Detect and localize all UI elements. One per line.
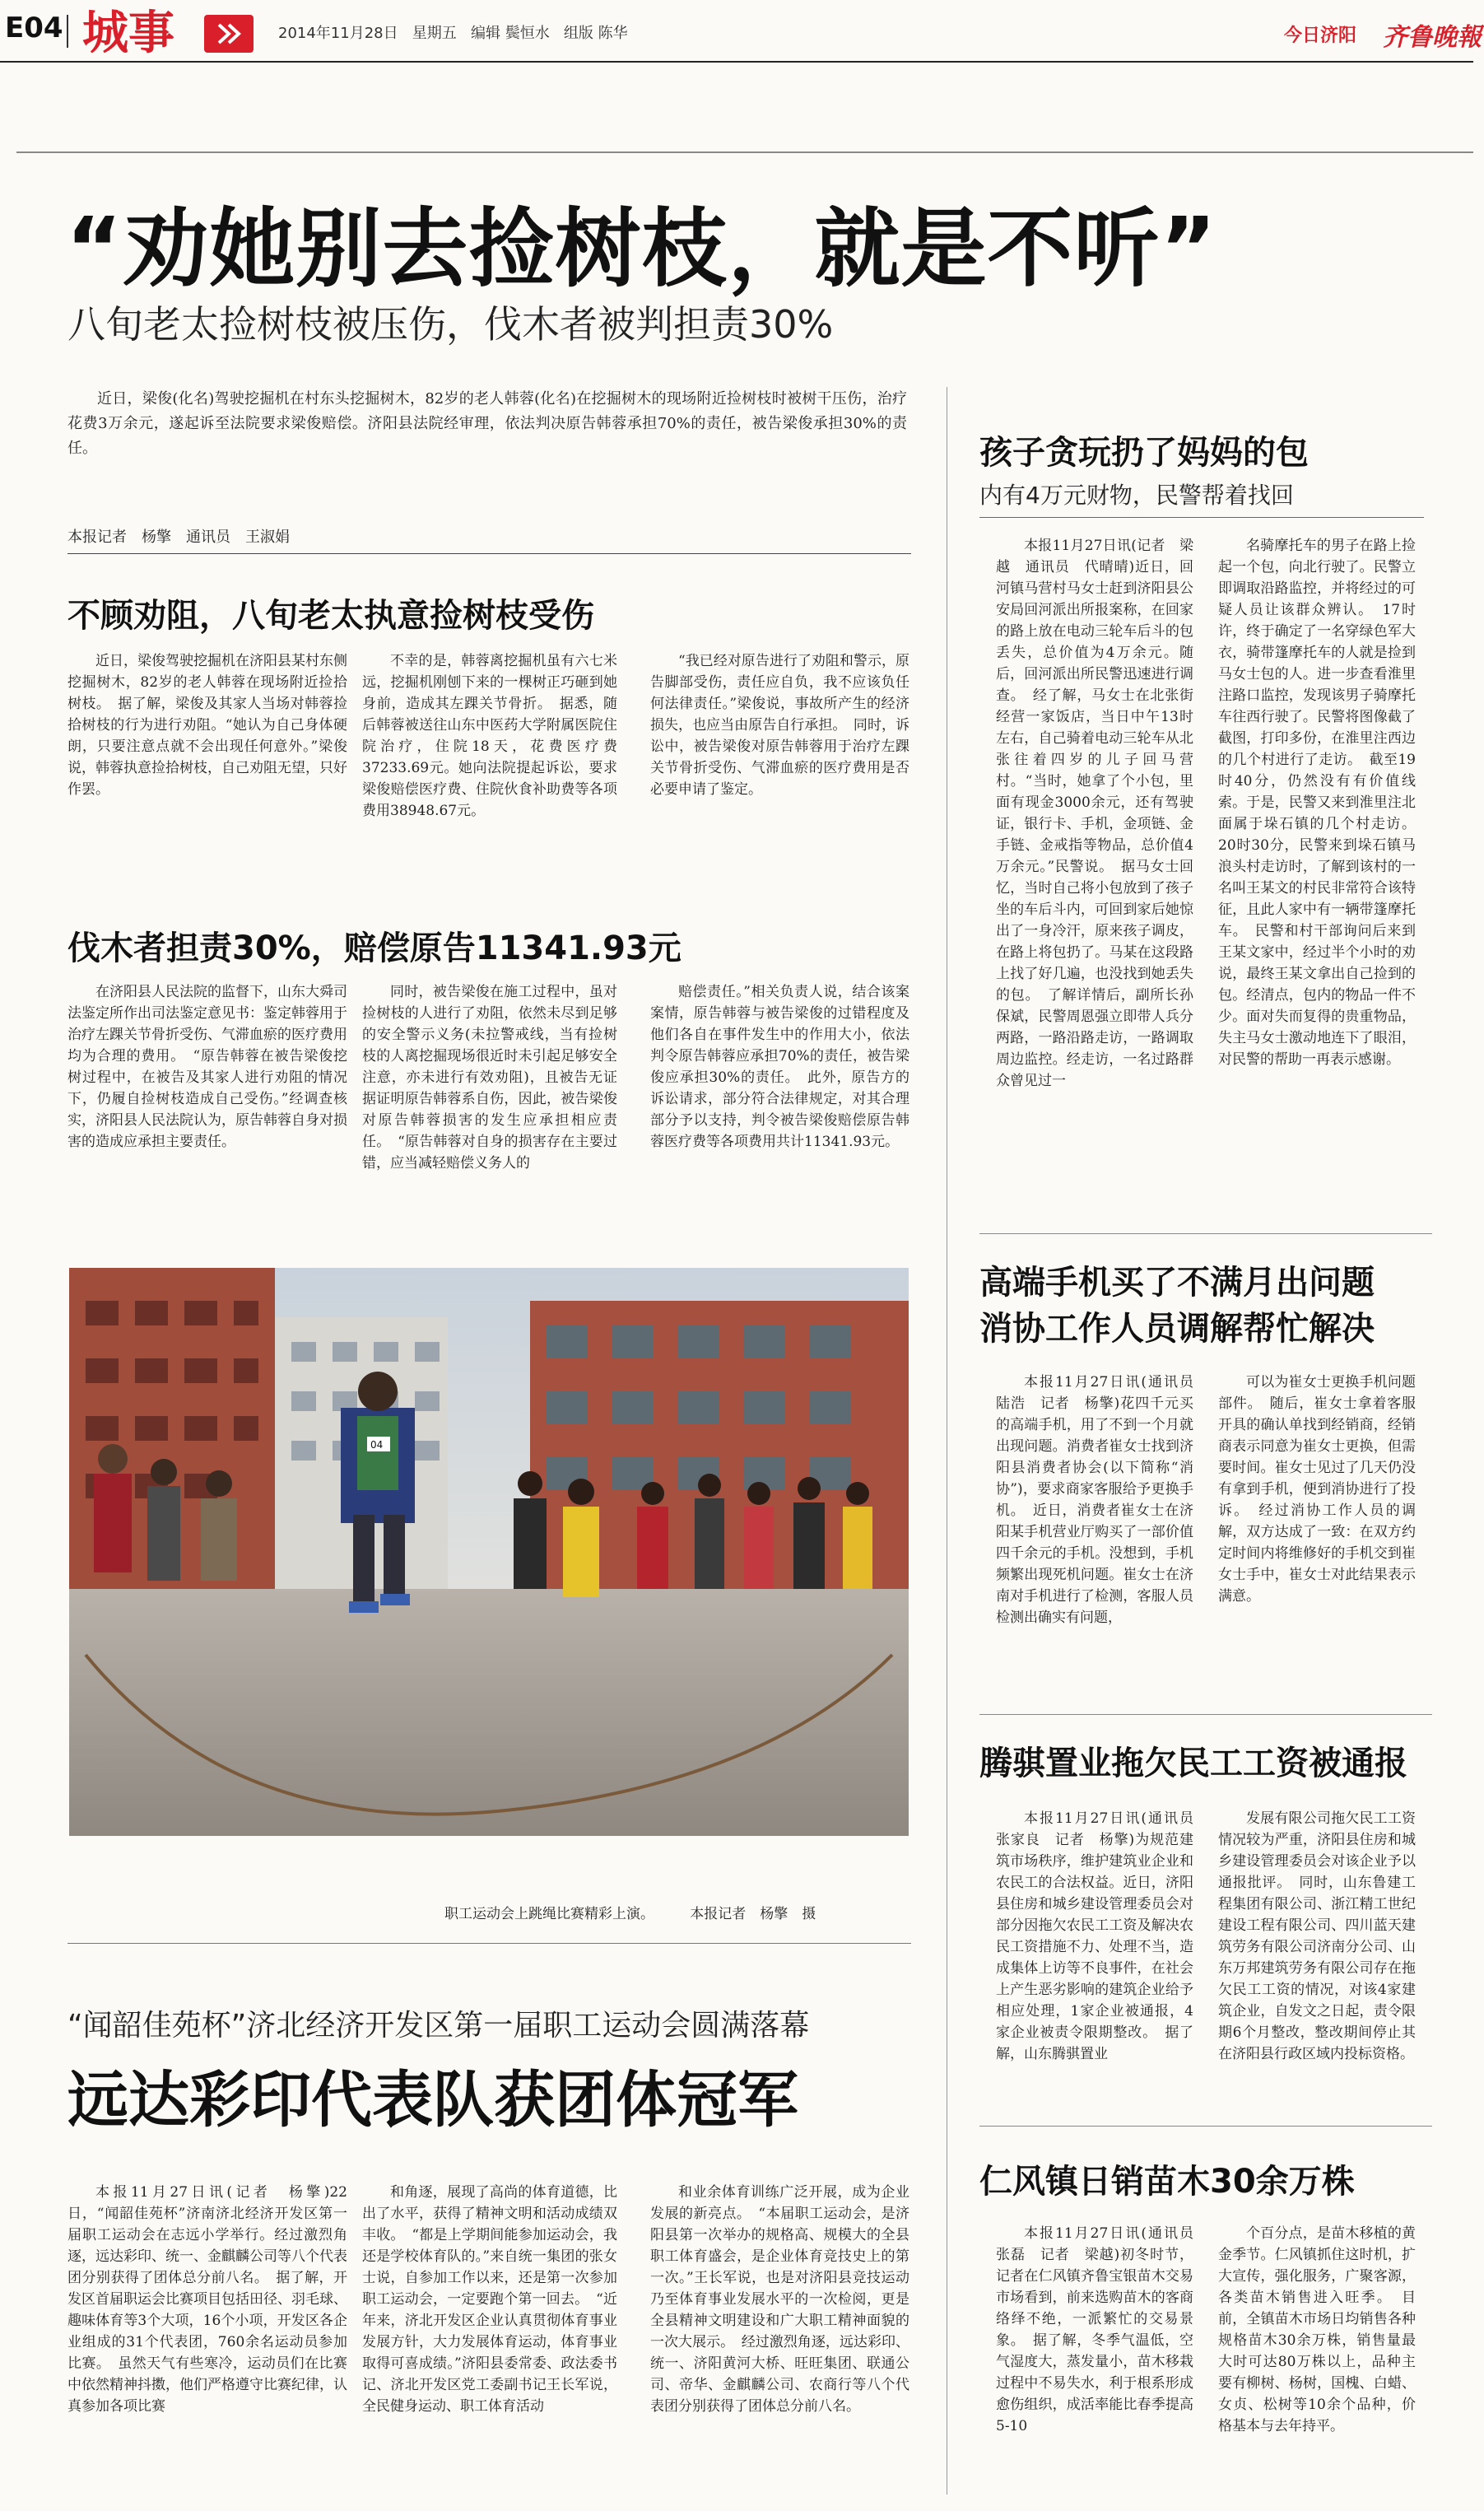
section2-col2-text: 同时，被告梁俊在施工过程中，虽对捡树枝的人进行了劝阻，依然未尽到足够的安全警示义务(未拉警戒线，当有捡树枝的人离挖掘现场很近时未引起足够安全注意，亦未进行有效劝阻)，且被告无证据证明原告韩蓉系自伤，因此，被告梁俊对原告韩蓉损害的发生应承担相应责任。 “原告韩蓉对自身的损害存在主要过错，应当减轻赔偿义务人的 xyxy=(362,984,617,1172)
section-label: 城事 xyxy=(82,7,174,60)
right-story1-col2 xyxy=(1218,535,1416,1070)
right-story2-col1-text: 本报11月27日讯(通讯员 陆浩 记者 杨擎)花四千元买的高端手机，用了不到一个月就出现问题。消费者崔女士找到济阳县消费者协会(以下简称“消协”)，要求商家客服给予更换手机。 近日，消费者崔女士在济阳某手机营业厅购买了一部价值四千余元的手机。没想到，手机频繁出现死机问题。崔女士在济南对手机进行了检测，客服人员检测出确实有问题， xyxy=(996,1374,1207,1626)
right-story4-col2-text: 个百分点，是苗木移植的黄金季节。仁风镇抓住这时机，扩大宣传，强化服务，广聚客源，各类苗木销售进入旺季。 目前，全镇苗木市场日均销售各种规格苗木30余万株，销售量最大时可达80万株以上，品种主要有柳树、杨树，国槐、白蜡、女贞、松树等10余个品种，价格基本与去年持平。 xyxy=(1218,2225,1416,2434)
right-story2-col2-text: 可以为崔女士更换手机问题部件。 随后，崔女士拿着客服开具的确认单找到经销商，经销商表示同意为崔女士更换，但需要时间。崔女士见过了几天仍没有拿到手机，便到消协进行了投诉。 经过消协工作人员的调解，双方达成了一致：在双方约定时间内将维修好的手机交到崔女士手中，崔女士对此结果表示满意。 xyxy=(1218,1374,1416,1605)
header-rule-2 xyxy=(16,151,1473,153)
right-story1-sub: 内有4万元财物，民警帮着找回 xyxy=(979,482,1294,509)
right-story4-col1 xyxy=(996,2223,1207,2437)
sports-col3-text: 和业余体育训练广泛开展，成为企业发展的新亮点。 “本届职工运动会，是济阳县第一次举办的规格高、规模大的全县职工体育盛会，是企业体育竞技史上的第一次。”王长军说，也是对济阳县竞技运动乃至体育事业发展水平的一次检阅，更是全县精神文明建设和广大职工精神面貌的一次大展示。 经过激烈角逐，远达彩印、统一、济阳黄河大桥、旺旺集团、联通公司、帝华、金麒麟公司、农商行等八个代表团分别获得了团体总分前八名。 xyxy=(650,2184,909,2415)
right-story2-title1: 高端手机买了不满月出问题 xyxy=(979,1264,1375,1302)
header-date: 2014年11月28日 xyxy=(278,25,398,42)
byline-rule xyxy=(67,553,911,554)
right-story1-title: 孩子贪玩扔了妈妈的包 xyxy=(979,434,1309,472)
right-story2-col2 xyxy=(1218,1372,1416,1607)
right-story1-col1 xyxy=(996,535,1193,1092)
header-today-tag: 今日济阳 xyxy=(1284,26,1357,46)
section2-col2 xyxy=(362,981,617,1174)
story2-end-rule xyxy=(979,1714,1432,1715)
bib-number: 04 xyxy=(370,1439,384,1451)
header-meta xyxy=(278,21,628,43)
sports-col1-text: 本报11月27日讯(记者 杨擎)22日，“闻韶佳苑杯”济南济北经济开发区第一届职工运动会在志远小学举行。经过激烈角逐，远达彩印、统一、金麒麟公司等八个代表团分别获得了团体总分前八名。 据了解，开发区首届职运会比赛项目包括田径、羽毛球、趣味体育等3个大项，16个小项，开发区各企业组成的31个代表团，760余名运动员参加比赛。 虽然天气有些寒冷，运动员们在比赛中依然精神抖擞，他们严格遵守比赛纪律，认真参加各项比赛 xyxy=(67,2184,347,2415)
photo-caption xyxy=(444,1902,816,1922)
section2-col3 xyxy=(650,981,909,1153)
sports-headline: 远达彩印代表队获团体冠军 xyxy=(67,2065,798,2136)
right-story3-col1 xyxy=(996,1808,1207,2065)
section2-title: 伐木者担责30%，赔偿原告11341.93元 xyxy=(67,929,682,967)
header-rule xyxy=(0,61,1473,63)
photo-credit: 本报记者 杨擎 摄 xyxy=(690,1906,816,1922)
story1-end-rule xyxy=(979,1233,1432,1234)
section2-col1-text: 在济阳县人民法院的监督下，山东大舜司法鉴定所作出司法鉴定意见书：鉴定韩蓉用于治疗左踝关节骨折受伤、气滞血瘀的医疗费用均为合理的费用。 “原告韩蓉在被告梁俊挖树过程中，在被告及其家人进行劝阻的情况下，仍履自捡树枝造成自己受伤。”经调查核实，济阳县人民法院认为，原告韩蓉自身对损害的造成应承担主要责任。 xyxy=(67,984,347,1150)
right-story2-title2: 消协工作人员调解帮忙解决 xyxy=(979,1310,1375,1348)
sports-col1 xyxy=(67,2182,347,2417)
photo-illustration xyxy=(69,1268,909,1836)
news-photo xyxy=(69,1268,909,1836)
header-editor: 编辑 鬓恒水 xyxy=(470,25,550,42)
header-weekday: 星期五 xyxy=(412,25,457,42)
story3-end-rule xyxy=(979,2126,1432,2127)
right-story1-col1-text: 本报11月27日讯(记者 梁越 通讯员 代晴晴)近日，回河镇马营村马女士赶到济阳县公安局回河派出所报案称，在回家的路上放在电动三轮车后斗的包丢失，总价值为4万余元。随后，回河派出所民警迅速进行调查。 经了解，马女士在北张街经营一家饭店，当日中午13时左右，自己骑着电动三轮车从北张往着四岁的儿子回马营村。“当时，她拿了个小包，里面有现金3000余元，还有驾驶证，银行卡、手机，金项链、金手链、金戒指等物品，总价值4万余元。”民警说。 据马女士回忆，当时自己将小包放到了孩子坐的车后斗内，可回到家后她惊出了一身冷汗，原来孩子调皮，在路上将包扔了。马某在这段路上找了好几遍，也没找到她丢失的包。 了解详情后，副所长孙保斌，民警周恩强立即带人兵分两路，一路沿路走访，一路调取周边监控。经走访，一名过路群众曾见过一 xyxy=(996,538,1193,1089)
section-chevron-icon xyxy=(204,15,254,53)
main-lead xyxy=(67,387,907,461)
section1-col3-text: “我已经对原告进行了劝阻和警示，原告脚部受伤，责任应自负，我不应该负任何法律责任。”梁俊说，事故所产生的经济损失，也应当由原告自行承担。 同时，诉讼中，被告梁俊对原告韩蓉用于治疗左踝关节骨折受伤、气滞血瘀的医疗费用是否必要申请了鉴定。 xyxy=(650,653,909,798)
sports-col2 xyxy=(362,2182,617,2417)
section1-col1 xyxy=(67,650,347,800)
right-story3-col1-text: 本报11月27日讯(通讯员 张家良 记者 杨擎)为规范建筑市场秩序，维护建筑业企业和农民工的合法权益。近日，济阳县住房和城乡建设管理委员会对部分因拖欠农民工工资及解决农民工资措施不力、处理不当，造成集体上访等不良事件，在社会上产生恶劣影响的建筑企业给予相应处理，1家企业被通报，4家企业被责令限期整改。 据了解，山东腾骐置业 xyxy=(996,1810,1207,2062)
photo-rule xyxy=(67,1943,911,1944)
sports-col3 xyxy=(650,2182,909,2417)
right-story4-title: 仁风镇日销苗木30余万株 xyxy=(979,2163,1355,2201)
section1-col2 xyxy=(362,650,617,822)
header-layout: 组版 陈华 xyxy=(563,25,628,42)
section1-col1-text: 近日，梁俊驾驶挖掘机在济阳县某村东侧挖掘树木，82岁的老人韩蓉在现场附近捡拾树枝。 据了解，梁俊及其家人当场对韩蓉捡拾树枝的行为进行劝阻。“她认为自己身体硬朗，只要注意点就不会出现任何意外。”梁俊说，韩蓉执意捡拾树枝，自己劝阻无望，只好作罢。 xyxy=(67,653,347,798)
section1-col2-text: 不幸的是，韩蓉离挖掘机虽有六七米远，挖掘机刚刨下来的一棵树正巧砸到她身前，造成其左踝关节骨折。 据悉，随后韩蓉被送往山东中医药大学附属医院住院治疗，住院18天，花费医疗费37233.69元。她向法院提起诉讼，要求梁俊赔偿医疗费、住院伙食补助费等各项费用38948.67元。 xyxy=(362,653,617,819)
right-story2-col1 xyxy=(996,1372,1207,1628)
main-lead-text: 近日，梁俊(化名)驾驶挖掘机在村东头挖掘树木，82岁的老人韩蓉(化名)在挖掘树木的现场附近捡树枝时被树干压伤，治疗花费3万余元，遂起诉至法院要求梁俊赔偿。济阳县法院经审理，依法判决原告韩蓉承担70%的责任，被告梁俊承担30%的责任。 xyxy=(67,390,907,457)
right-story3-col2-text: 发展有限公司拖欠民工工资情况较为严重，济阳县住房和城乡建设管理委员会对该企业予以通报批评。 同时，山东鲁建工程集团有限公司、浙江精工世纪建设工程有限公司、四川蓝天建筑劳务有限公司济南分公司、山东万邦建筑劳务有限公司存在拖欠民工工资的情况，对该4家建筑企业，自发文之日起，责令限期6个月整改，整改期间停止其在济阳县行政区域内投标资格。 xyxy=(1218,1810,1416,2062)
page-number-divider xyxy=(67,15,68,48)
right-story4-col1-text: 本报11月27日讯(通讯员 张磊 记者 梁越)初冬时节，记者在仁风镇齐鲁宝银苗木交易市场看到，前来选购苗木的客商络绎不绝，一派繁忙的交易景象。 据了解，冬季气温低，空气湿度大，蒸发量小，苗木移栽过程中不易失水，利于根系形成愈伤组织，成活率能比春季提高5-10 xyxy=(996,2225,1207,2434)
masthead-logo: 齐鲁晚報 xyxy=(1383,23,1482,52)
section2-col3-text: 赔偿责任。”相关负责人说，结合该案案情，原告韩蓉与被告梁俊的过错程度及他们各自在事件发生中的作用大小，依法判令原告韩蓉应承担70%的责任，被告梁俊应承担30%的责任。 此外，原告方的诉讼请求，部分符合法律规定，对其合理部分予以支持，判令被告梁俊赔偿原告韩蓉医疗费等各项费用共计11341.93元。 xyxy=(650,984,909,1150)
main-subhead: 八旬老太捡树枝被压伤，伐木者被判担责30% xyxy=(67,302,834,347)
right-story4-col2 xyxy=(1218,2223,1416,2437)
main-byline: 本报记者 杨擎 通讯员 王淑娟 xyxy=(67,529,290,546)
story1-rule xyxy=(979,517,1424,518)
right-story3-title: 腾骐置业拖欠民工工资被通报 xyxy=(979,1745,1407,1782)
page-number: E04 xyxy=(5,12,63,44)
right-story1-col2-text: 名骑摩托车的男子在路上捡起一个包，向北行驶了。民警立即调取沿路监控，并将经过的可疑人员让该群众辨认。 17时许，终于确定了一名穿绿色军大衣，骑带篷摩托车的人就是捡到马女士包的人。进一步查看淮里注路口监控，发现该男子骑摩托车往西行驶了。民警将图像截了截图，打印多份，在淮里注西边的几个村进行了走访。 截至19时40分，仍然没有有价值线索。于是，民警又来到淮里注北面属于垛石镇的几个村走访。20时30分，民警来到垛石镇马浪头村走访时，了解到该村的一名叫王某文的村民非常符合该特征，且此人家中有一辆带篷摩托车。 民警和村干部询问后来到王某文家中，经过半个小时的劝说，最终王某文拿出自己捡到的包。经清点，包内的物品一件不少。面对失而复得的贵重物品，失主马女士激动地连下了眼泪，对民警的帮助一再表示感谢。 xyxy=(1218,538,1416,1068)
section2-col1 xyxy=(67,981,347,1153)
sports-col2-text: 和角逐，展现了高尚的体育道德，比出了水平，获得了精神文明和活动成绩双丰收。 “都是上学期间能参加运动会，我还是学校体育队的。”来自统一集团的张女士说，自参加工作以来，还是第一次参加职工运动会，一定要跑个第一回去。 “近年来，济北开发区企业认真贯彻体育事业发展方针，大力发展体育运动，体育事业取得可喜成绩。”济阳县委常委、政法委书记、济北开发区党工委副书记王长军说，全民健身运动、职工体育活动 xyxy=(362,2184,617,2415)
sports-kicker: “闻韶佳苑杯”济北经济开发区第一届职工运动会圆满落幕 xyxy=(67,2009,810,2043)
section1-col3 xyxy=(650,650,909,800)
right-story3-col2 xyxy=(1218,1808,1416,2065)
main-headline: “劝她别去捡树枝，就是不听” xyxy=(66,198,1217,299)
photo-caption-text: 职工运动会上跳绳比赛精彩上演。 xyxy=(444,1906,654,1922)
section1-title: 不顾劝阻，八旬老太执意捡树枝受伤 xyxy=(67,597,594,635)
